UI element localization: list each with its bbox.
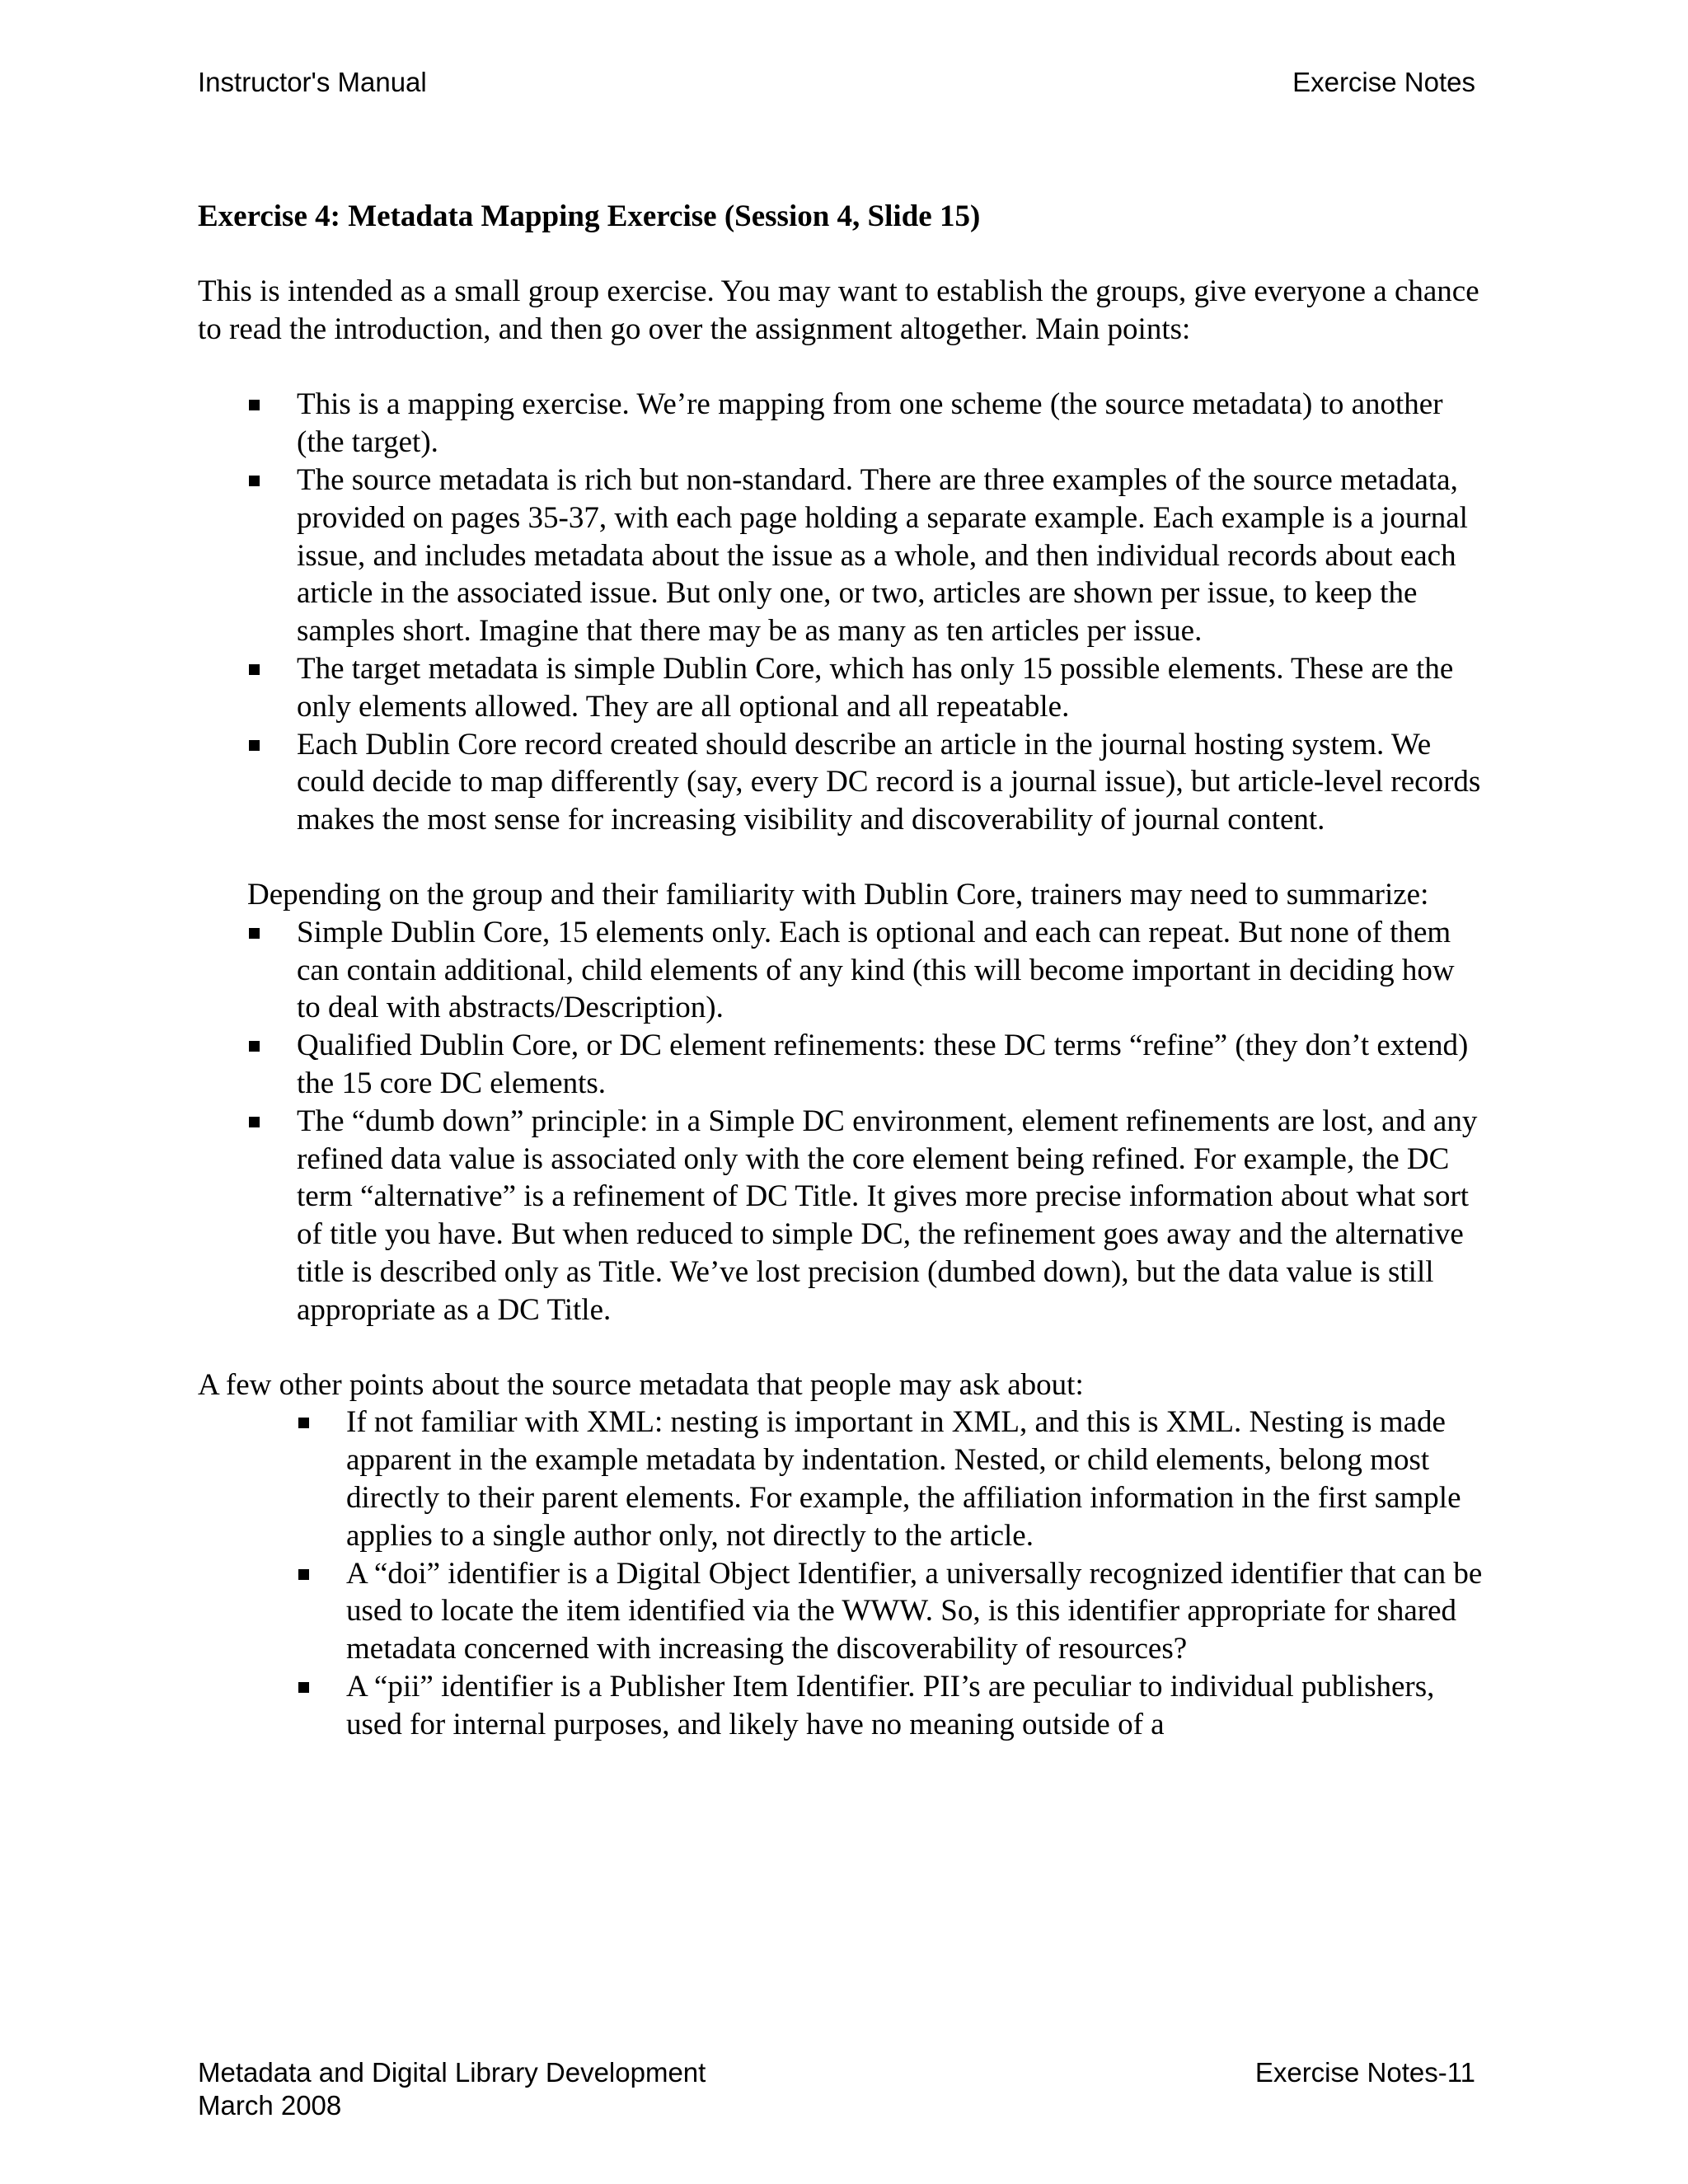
square-bullet-icon [249,928,260,939]
square-bullet-icon [298,1569,309,1580]
list-item-text: A “pii” identifier is a Publisher Item Identifier. PII’s are peculiar to individual publishers, used for internal purposes, and likely have no meaning outside of a [346,1669,1435,1741]
square-bullet-icon [249,476,260,486]
footer-page-number: Exercise Notes-11 [1254,2057,1475,2088]
list-item-text: Each Dublin Core record created should describe an article in the journal hosting system. We could decide to map differently (say, every DC record is a journal issue), but article-level records makes the most sense for increasing visibility and discoverability of journal content. [297,727,1481,837]
square-bullet-icon [249,1041,260,1052]
list-item [198,650,1484,726]
list-item-text: This is a mapping exercise. We’re mapping from one scheme (the source metadata) to another (the target). [297,387,1443,460]
list-item-text: If not familiar with XML: nesting is important in XML, and this is XML. Nesting is made apparent in the example metadata by indentation. Nested, or child elements, belong most directly to their parent elements. For example, the affiliation information in the first sample applies to a single author only, not directly to the article. [346,1405,1461,1553]
list-item [198,462,1484,650]
square-bullet-icon [249,740,260,751]
footer-left [198,2056,706,2122]
list-item-text: Qualified Dublin Core, or DC element refinements: these DC terms “refine” (they don’t extend) the 15 core DC elements. [297,1029,1469,1100]
list-item [198,1668,1484,1744]
list-item-text: Simple Dublin Core, 15 elements only. Each is optional and each can repeat. But none of them can contain additional, child elements of any kind (this will become important in deciding how to deal with abstracts/Description). [297,915,1455,1025]
page-content [198,198,1484,1743]
list-item [198,1027,1484,1103]
main-points-list [198,386,1484,839]
square-bullet-icon [249,400,260,410]
list-item [198,1103,1484,1329]
square-bullet-icon [298,1418,309,1428]
list-item [198,914,1484,1027]
footer-date: March 2008 [198,2090,342,2121]
header-manual-title: Instructor's Manual [198,67,427,97]
list-item-text: The “dumb down” principle: in a Simple DC environment, element refinements are lost, and any refined data value is associated only with the core element being refined. For example, the DC term “alternative” is a refinement of DC Title. It gives more precise information about what sort of title you have. But when reduced to simple DC, the refinement goes away and the alternative title is described only as Title. We’ve lost precision (dumbed down), but the data value is still appropriate as a DC Title. [297,1104,1478,1327]
list-item [198,386,1484,462]
other-points-paragraph: A few other points about the source metadata that people may ask about: [198,1367,1084,1402]
list-item-text: The source metadata is rich but non-standard. There are three examples of the source metadata, provided on pages 35-37, with each page holding a separate example. Each example is a journal issue, and includes metadata about the issue as a whole, and then individual records about each article in the associated issue. But only one, or two, articles are shown per issue, to keep the samples short. Imagine that there may be as many as ten articles per issue. [297,462,1468,649]
header-section-title: Exercise Notes [1292,67,1475,97]
source-metadata-points-list [198,1404,1484,1743]
depending-paragraph: Depending on the group and their familiarity with Dublin Core, trainers may need to summarize: [247,877,1429,912]
square-bullet-icon [249,1117,260,1127]
list-item-text: The target metadata is simple Dublin Core, which has only 15 possible elements. These are the only elements allowed. They are all optional and all repeatable. [297,651,1454,724]
square-bullet-icon [249,664,260,675]
footer-course-title: Metadata and Digital Library Development [198,2057,706,2088]
dublin-core-summary-list [198,914,1484,1329]
exercise-title: Exercise 4: Metadata Mapping Exercise (Session 4, Slide 15) [198,199,981,233]
list-item [198,1555,1484,1668]
list-item [198,1404,1484,1554]
intro-paragraph: This is intended as a small group exercise. You may want to establish the groups, give everyone a chance to read the introduction, and then go over the assignment altogether. Main points: [198,274,1479,346]
list-item-text: A “doi” identifier is a Digital Object Identifier, a universally recognized identifier that can be used to locate the item identified via the WWW. So, is this identifier appropriate for shared metadata concerned with increasing the discoverability of resources? [346,1556,1483,1666]
list-item [198,726,1484,839]
square-bullet-icon [298,1682,309,1693]
